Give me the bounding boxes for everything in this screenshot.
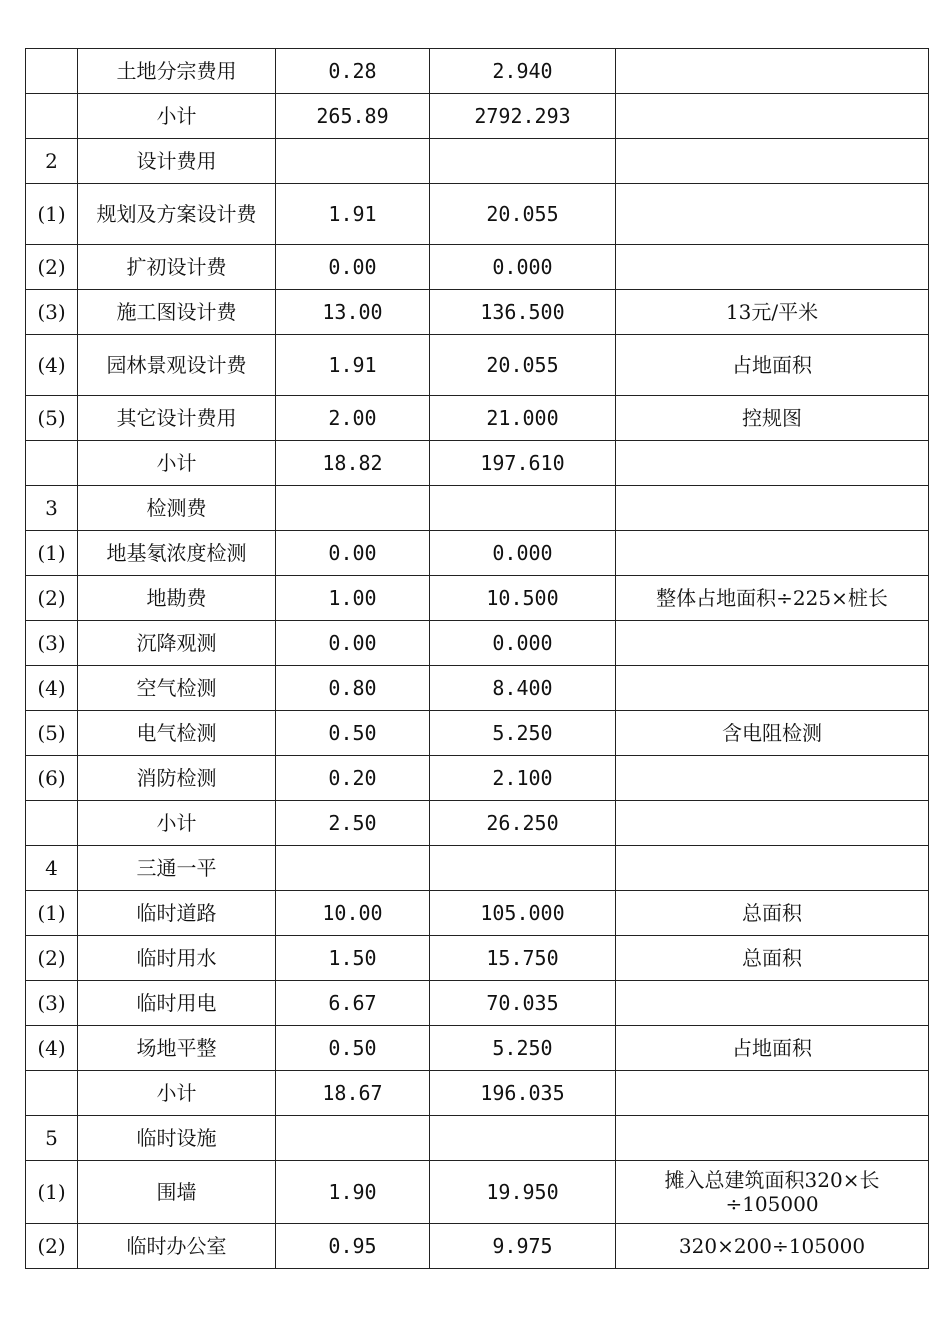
row-index-cell: (5): [26, 396, 78, 441]
remark-cell: 含电阻检测: [616, 711, 929, 756]
row-index-cell: (3): [26, 621, 78, 666]
item-name-cell: 扩初设计费: [78, 245, 276, 290]
item-name-cell: 三通一平: [78, 846, 276, 891]
unit-cost-cell: 13.00: [276, 290, 430, 335]
total-cost-cell: 196.035: [430, 1071, 616, 1116]
remark-cell: [616, 184, 929, 245]
table-row: [26, 666, 929, 711]
remark-cell: [616, 531, 929, 576]
row-index-cell: (6): [26, 756, 78, 801]
unit-cost-cell: 2.50: [276, 801, 430, 846]
unit-cost-cell: 1.00: [276, 576, 430, 621]
item-name-cell: 规划及方案设计费: [78, 184, 276, 245]
item-name-cell: 设计费用: [78, 139, 276, 184]
unit-cost-cell: 10.00: [276, 891, 430, 936]
row-index-cell: (3): [26, 290, 78, 335]
total-cost-cell: 5.250: [430, 1026, 616, 1071]
total-cost-cell: 70.035: [430, 981, 616, 1026]
item-name-cell: 小计: [78, 1071, 276, 1116]
row-index-cell: (2): [26, 936, 78, 981]
row-index-cell: (1): [26, 184, 78, 245]
row-index-cell: [26, 49, 78, 94]
unit-cost-cell: 1.90: [276, 1161, 430, 1224]
table-row: [26, 139, 929, 184]
total-cost-cell: 21.000: [430, 396, 616, 441]
total-cost-cell: 20.055: [430, 184, 616, 245]
remark-cell: 总面积: [616, 891, 929, 936]
table-row: [26, 801, 929, 846]
unit-cost-cell: 6.67: [276, 981, 430, 1026]
table-row: [26, 486, 929, 531]
row-index-cell: [26, 441, 78, 486]
table-row: [26, 1116, 929, 1161]
table-row: [26, 1161, 929, 1224]
unit-cost-cell: 0.28: [276, 49, 430, 94]
row-index-cell: (3): [26, 981, 78, 1026]
table-row: [26, 576, 929, 621]
total-cost-cell: [430, 1116, 616, 1161]
row-index-cell: (2): [26, 1224, 78, 1269]
table-row: [26, 846, 929, 891]
remark-cell: 总面积: [616, 936, 929, 981]
unit-cost-cell: 0.50: [276, 1026, 430, 1071]
table-row: [26, 981, 929, 1026]
total-cost-cell: 105.000: [430, 891, 616, 936]
row-index-cell: (1): [26, 891, 78, 936]
remark-cell: [616, 756, 929, 801]
total-cost-cell: 9.975: [430, 1224, 616, 1269]
item-name-cell: 临时用电: [78, 981, 276, 1026]
item-name-cell: 临时道路: [78, 891, 276, 936]
total-cost-cell: [430, 846, 616, 891]
table-row: [26, 441, 929, 486]
unit-cost-cell: 2.00: [276, 396, 430, 441]
table-row: [26, 49, 929, 94]
remark-cell: [616, 245, 929, 290]
unit-cost-cell: 0.20: [276, 756, 430, 801]
row-index-cell: (4): [26, 1026, 78, 1071]
row-index-cell: (4): [26, 666, 78, 711]
item-name-cell: 围墙: [78, 1161, 276, 1224]
unit-cost-cell: [276, 486, 430, 531]
unit-cost-cell: 18.67: [276, 1071, 430, 1116]
unit-cost-cell: 0.50: [276, 711, 430, 756]
item-name-cell: 其它设计费用: [78, 396, 276, 441]
remark-cell: 占地面积: [616, 1026, 929, 1071]
item-name-cell: 空气检测: [78, 666, 276, 711]
item-name-cell: 临时设施: [78, 1116, 276, 1161]
total-cost-cell: 0.000: [430, 621, 616, 666]
row-index-cell: 3: [26, 486, 78, 531]
remark-cell: 13元/平米: [616, 290, 929, 335]
table-row: [26, 756, 929, 801]
remark-cell: [616, 486, 929, 531]
table-row: [26, 711, 929, 756]
total-cost-cell: 10.500: [430, 576, 616, 621]
table-row: [26, 1071, 929, 1116]
item-name-cell: 地基氡浓度检测: [78, 531, 276, 576]
item-name-cell: 园林景观设计费: [78, 335, 276, 396]
remark-cell: 控规图: [616, 396, 929, 441]
table-row: [26, 290, 929, 335]
item-name-cell: 消防检测: [78, 756, 276, 801]
row-index-cell: [26, 94, 78, 139]
table-row: [26, 1224, 929, 1269]
row-index-cell: 5: [26, 1116, 78, 1161]
cost-table: [25, 48, 929, 1269]
total-cost-cell: 2.100: [430, 756, 616, 801]
unit-cost-cell: [276, 139, 430, 184]
table-row: [26, 184, 929, 245]
table-row: [26, 1026, 929, 1071]
remark-cell: 320×200÷105000: [616, 1224, 929, 1269]
total-cost-cell: 197.610: [430, 441, 616, 486]
total-cost-cell: 26.250: [430, 801, 616, 846]
unit-cost-cell: 0.95: [276, 1224, 430, 1269]
table-row: [26, 396, 929, 441]
row-index-cell: (4): [26, 335, 78, 396]
unit-cost-cell: 1.50: [276, 936, 430, 981]
total-cost-cell: 8.400: [430, 666, 616, 711]
remark-cell: [616, 1116, 929, 1161]
total-cost-cell: 2792.293: [430, 94, 616, 139]
remark-cell: [616, 139, 929, 184]
item-name-cell: 临时用水: [78, 936, 276, 981]
item-name-cell: 沉降观测: [78, 621, 276, 666]
remark-cell: 占地面积: [616, 335, 929, 396]
table-row: [26, 245, 929, 290]
unit-cost-cell: [276, 1116, 430, 1161]
unit-cost-cell: 0.00: [276, 531, 430, 576]
table-row: [26, 891, 929, 936]
row-index-cell: (5): [26, 711, 78, 756]
row-index-cell: [26, 801, 78, 846]
item-name-cell: 场地平整: [78, 1026, 276, 1071]
item-name-cell: 检测费: [78, 486, 276, 531]
unit-cost-cell: [276, 846, 430, 891]
item-name-cell: 临时办公室: [78, 1224, 276, 1269]
row-index-cell: (2): [26, 576, 78, 621]
row-index-cell: (1): [26, 531, 78, 576]
row-index-cell: 2: [26, 139, 78, 184]
total-cost-cell: [430, 486, 616, 531]
remark-cell: 摊入总建筑面积320×长÷105000: [616, 1161, 929, 1224]
item-name-cell: 小计: [78, 94, 276, 139]
total-cost-cell: 0.000: [430, 245, 616, 290]
item-name-cell: 施工图设计费: [78, 290, 276, 335]
unit-cost-cell: 18.82: [276, 441, 430, 486]
unit-cost-cell: 0.00: [276, 621, 430, 666]
total-cost-cell: 2.940: [430, 49, 616, 94]
item-name-cell: 土地分宗费用: [78, 49, 276, 94]
total-cost-cell: 136.500: [430, 290, 616, 335]
total-cost-cell: 19.950: [430, 1161, 616, 1224]
unit-cost-cell: 1.91: [276, 184, 430, 245]
table-row: [26, 936, 929, 981]
table-row: [26, 335, 929, 396]
total-cost-cell: 20.055: [430, 335, 616, 396]
remark-cell: [616, 846, 929, 891]
item-name-cell: 小计: [78, 801, 276, 846]
remark-cell: [616, 621, 929, 666]
cost-table-body: [26, 49, 929, 1269]
unit-cost-cell: 0.00: [276, 245, 430, 290]
total-cost-cell: 5.250: [430, 711, 616, 756]
remark-cell: [616, 1071, 929, 1116]
remark-cell: [616, 94, 929, 139]
item-name-cell: 小计: [78, 441, 276, 486]
total-cost-cell: 0.000: [430, 531, 616, 576]
unit-cost-cell: 265.89: [276, 94, 430, 139]
remark-cell: [616, 981, 929, 1026]
remark-cell: [616, 801, 929, 846]
row-index-cell: (2): [26, 245, 78, 290]
unit-cost-cell: 0.80: [276, 666, 430, 711]
row-index-cell: [26, 1071, 78, 1116]
item-name-cell: 电气检测: [78, 711, 276, 756]
item-name-cell: 地勘费: [78, 576, 276, 621]
remark-cell: [616, 441, 929, 486]
remark-cell: [616, 49, 929, 94]
total-cost-cell: [430, 139, 616, 184]
table-row: [26, 621, 929, 666]
remark-cell: [616, 666, 929, 711]
row-index-cell: 4: [26, 846, 78, 891]
table-row: [26, 531, 929, 576]
table-row: [26, 94, 929, 139]
remark-cell: 整体占地面积÷225×桩长: [616, 576, 929, 621]
unit-cost-cell: 1.91: [276, 335, 430, 396]
row-index-cell: (1): [26, 1161, 78, 1224]
total-cost-cell: 15.750: [430, 936, 616, 981]
